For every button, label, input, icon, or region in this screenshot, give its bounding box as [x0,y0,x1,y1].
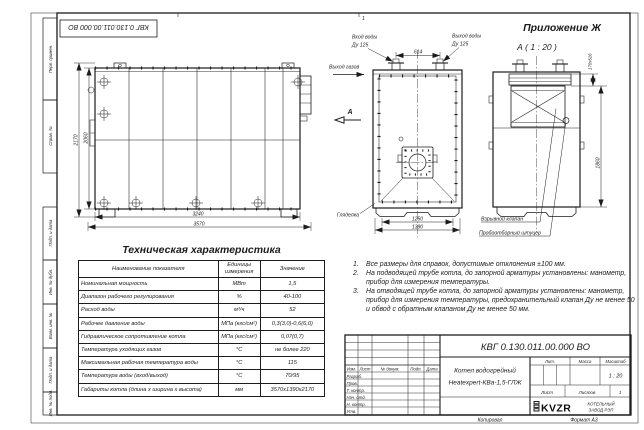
spec-cell-value: 40-100 [260,291,324,304]
dim-rear-height: 1860 [595,157,602,169]
label-explosion-valve: Взрывной клапан [481,216,524,223]
spec-cell-value: 1,5 [260,278,324,291]
spec-cell-units: °С [218,343,260,356]
margin-label-vzam-inv: Взам. инв. № [48,312,53,340]
margin-label-sprav-no: Справ. № [48,126,53,146]
spec-cell-name: Максимальная рабочая температура воды [79,357,219,370]
spec-cell-value: 52 [260,304,324,317]
sign-row-nkontr: Н. контр. [346,401,366,407]
label-sight-glass: Гляделка [336,212,359,219]
rev-header-dokum: № докум. [380,366,400,372]
sheets-label: Листов [578,389,596,395]
margin-label-podp-data-2: Подп. и дата [48,356,53,384]
spec-row [79,370,325,383]
spec-row [79,317,325,330]
note-text: На подводящей трубе котла, до запорной арматуры установлены: манометр, прибор для измерения температуры. [366,269,627,286]
spec-table-title: Техническая характеристика [122,244,281,256]
note-text: Все размеры для справок, допустимые отклонения ±100 мм. [366,261,566,268]
company-logo: KVZR [541,402,572,415]
rev-header-podp: Подп. [410,366,422,372]
front-view [329,34,481,238]
spec-header-units: Единицы измерения [218,261,260,278]
view-a-heading: А ( 1 : 20 ) [517,42,557,52]
spec-cell-name: Номинальная мощность [79,278,219,291]
scale-value: 1 : 20 [608,373,623,380]
label-gas-out: Выход газов [329,64,360,71]
margin-label-inv-podl: Инв. № подл. [48,389,53,417]
sheets-value: 1 [618,389,622,395]
title-doc-number: КВГ 0.130.011.00.000 ВО [480,342,591,353]
spec-table [78,260,325,397]
scale-label: Масштаб [605,358,626,364]
title-block [345,335,631,415]
spec-cell-value: 115 [260,357,324,370]
format-label: Формат А3 [570,417,598,424]
rev-header-izm: Изм. [346,366,357,372]
spec-cell-units: МВт [218,278,260,291]
sign-row-nachotd: Нач. отд. [346,394,366,400]
spec-cell-value: 70/95 [260,370,324,383]
spec-cell-value: 0,3(3,0)-0,6(6,0) [260,317,324,330]
spec-cell-name: Гидравлическое сопротивление котла [79,330,219,343]
note-item-1 [353,261,635,270]
spec-row [79,357,325,370]
label-view-arrow-a: А [347,109,353,116]
notes-block [353,261,635,315]
spec-cell-units: % [218,291,260,304]
spec-row [79,291,325,304]
spec-row [79,383,325,396]
dim-height-overall: 2170 [73,134,80,146]
rev-header-data: Дата [426,366,438,372]
note-item-2 [353,270,635,288]
product-name-line2: Heatexpert-КВа-1,5-ГЛЖ [448,379,522,387]
product-name-line1: Котел водогрейный [454,367,516,375]
mass-label: Масса [578,358,592,364]
dim-height-body: 2060 [83,132,90,144]
sign-row-prov: Пров. [346,380,358,386]
dim-length-body: 3240 [192,211,204,218]
label-water-in-line1: Вход воды [352,34,378,41]
zone-marker: 1 [362,16,365,22]
label-water-in-line2: Ду 125 [352,42,369,49]
dim-valve-size: 170х616 [587,53,593,70]
spec-cell-units: МПа (кгс/см²) [218,330,260,343]
spec-cell-units: МПа (кгс/см²) [218,317,260,330]
dim-width-body: 1250 [411,216,424,223]
spec-row [79,330,325,343]
spec-cell-name: Диапазон рабочего регулирования [79,291,219,304]
spec-cell-units: °С [218,370,260,383]
dim-width-overall: 1390 [411,224,424,231]
spec-header-row [79,261,325,278]
sign-row-razrab: Разраб. [346,373,363,379]
note-item-3 [353,288,635,315]
section-view-a [479,53,607,237]
dim-length-overall: 3570 [193,221,205,228]
spec-table-block [78,244,325,397]
label-sampling-fitting: Пробоотборный штуцер [479,230,542,237]
rev-header-list: Лист [359,366,371,372]
spec-cell-units: мм [218,383,260,396]
spec-row [79,304,325,317]
spec-header-value: Значение [260,261,324,278]
note-number: 1. [353,261,359,268]
spec-cell-value: не более 220 [260,343,324,356]
label-water-out-line2: Ду 125 [452,41,469,48]
note-number: 3. [353,287,359,295]
sign-row-tkontr: Т. контр. [346,387,366,393]
side-view [74,63,312,231]
dim-nozzle-spacing: 614 [413,49,423,56]
doc-number-stamp: КВГ 0.130.011.00.000 ВО [68,23,149,30]
spec-cell-name: Температура уходящих газов [79,343,219,356]
spec-cell-name: Рабочее давление воды [79,317,219,330]
spec-row [79,278,325,291]
sign-row-utv: Утв. [346,408,357,414]
sheet-label: Лист [541,389,553,395]
spec-cell-name: Расход воды [79,304,219,317]
spec-cell-units: °С [218,357,260,370]
margin-label-perv-primen: Перв. примен. [48,44,53,74]
spec-cell-value: 3570х1390х2170 [260,383,324,396]
spec-cell-name: Габариты котла (длина х ширина х высота) [79,383,219,396]
note-number: 2. [353,269,359,277]
margin-label-inv-dubl: Инв. № дубл. [48,268,53,296]
note-text: На отводящей трубе котла, до запорной арматуры установлены: манометр, прибор для измерения температуры, предохранительный клапан Ду не менее 50 и обвод с обратным клапаном Ду не менее 50 мм. [366,287,635,313]
margin-label-podp-data-1: Подп. и дата [48,219,53,247]
appendix-heading: Приложение Ж [523,22,601,34]
label-water-out-line1: Выход воды [452,33,482,40]
spec-cell-value: 0,07(0,7) [260,330,324,343]
spec-row [79,343,325,356]
lit-label: Лит. [544,358,556,364]
spec-cell-units: м³/ч [218,304,260,317]
kopiroval-label: Копировал [477,417,503,424]
lifting-point-marks [97,75,305,210]
company-name-line1: КОТЕЛЬНЫЙ [587,401,615,407]
spec-header-name: Наименование показателя [79,261,219,278]
company-name-line2: ЗАВОД РЭП [588,407,614,413]
spec-cell-name: Температура воды (вход/выход) [79,370,219,383]
